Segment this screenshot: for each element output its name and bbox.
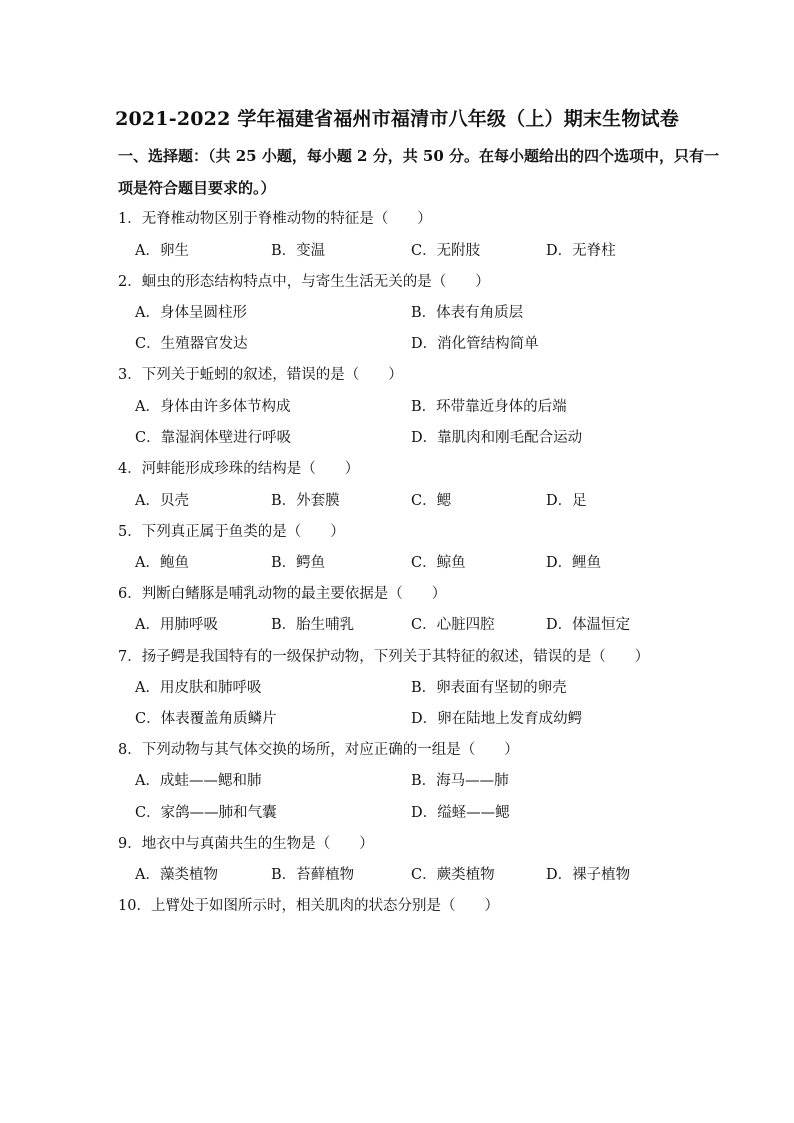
question-6-option-d: D．体温恒定 bbox=[546, 617, 631, 633]
question-1-option-d: D．无脊柱 bbox=[546, 243, 616, 259]
question-9-option-d: D．裸子植物 bbox=[546, 867, 631, 883]
question-3-option-c: C．靠湿润体壁进行呼吸 bbox=[135, 430, 292, 446]
question-1-option-a: A．卵生 bbox=[135, 243, 189, 259]
question-2-option-b: B．体表有角质层 bbox=[411, 305, 524, 321]
question-6-option-c: C．心脏四腔 bbox=[411, 617, 495, 633]
question-9-option-b: B．苔藓植物 bbox=[271, 867, 355, 883]
exam-title: 2021-2022 学年福建省福州市福清市八年级（上）期末生物试卷 bbox=[115, 108, 679, 130]
question-2-option-a: A．身体呈圆柱形 bbox=[135, 305, 247, 321]
question-2-option-c: C．生殖器官发达 bbox=[135, 336, 248, 352]
question-6-stem: 6．判断白鳍豚是哺乳动物的最主要依据是（ ） bbox=[118, 586, 447, 602]
question-6-option-b: B．胎生哺乳 bbox=[271, 617, 355, 633]
question-6-option-a: A．用肺呼吸 bbox=[135, 617, 218, 633]
question-8-option-c: C．家鸽——肺和气囊 bbox=[135, 805, 277, 821]
question-3-option-a: A．身体由许多体节构成 bbox=[135, 399, 291, 415]
question-5-option-a: A．鲍鱼 bbox=[135, 555, 189, 571]
question-9-option-a: A．藻类植物 bbox=[135, 867, 218, 883]
question-4-stem: 4．河蚌能形成珍珠的结构是（ ） bbox=[118, 461, 360, 477]
question-3-stem: 3．下列关于蚯蚓的叙述，错误的是（ ） bbox=[118, 367, 403, 383]
question-5-option-b: B．鳄鱼 bbox=[271, 555, 326, 571]
question-10-stem: 10．上臂处于如图所示时，相关肌肉的状态分别是（ ） bbox=[118, 898, 499, 914]
question-2-option-d: D．消化管结构简单 bbox=[411, 336, 539, 352]
question-4-option-d: D．足 bbox=[546, 493, 587, 509]
question-7-option-b: B．卵表面有坚韧的卵壳 bbox=[411, 680, 567, 696]
section-instructions-line1: 一、选择题：（共 25 小题，每小题 2 分，共 50 分。在每小题给出的四个选项中，只有一 bbox=[118, 147, 720, 165]
question-7-option-d: D．卵在陆地上发育成幼鳄 bbox=[411, 711, 583, 727]
question-1-option-c: C．无附肢 bbox=[411, 243, 481, 259]
question-1-option-b: B．变温 bbox=[271, 243, 326, 259]
question-9-stem: 9．地衣中与真菌共生的生物是（ ） bbox=[118, 836, 374, 852]
question-4-option-a: A．贝壳 bbox=[135, 493, 189, 509]
question-5-option-d: D．鲤鱼 bbox=[546, 555, 602, 571]
question-7-option-c: C．体表覆盖角质鳞片 bbox=[135, 711, 277, 727]
question-4-option-c: C．鳃 bbox=[411, 493, 452, 509]
question-3-option-d: D．靠肌肉和刚毛配合运动 bbox=[411, 430, 583, 446]
question-7-option-a: A．用皮肤和肺呼吸 bbox=[135, 680, 262, 696]
question-9-option-c: C．蕨类植物 bbox=[411, 867, 495, 883]
question-3-option-b: B．环带靠近身体的后端 bbox=[411, 399, 567, 415]
question-5-stem: 5．下列真正属于鱼类的是（ ） bbox=[118, 524, 345, 540]
question-8-option-a: A．成蛙——鳃和肺 bbox=[135, 773, 262, 789]
question-8-option-d: D．缢蛏——鳃 bbox=[411, 805, 510, 821]
question-2-stem: 2．蛔虫的形态结构特点中，与寄生生活无关的是（ ） bbox=[118, 274, 490, 290]
question-4-option-b: B．外套膜 bbox=[271, 493, 340, 509]
question-8-stem: 8．下列动物与其气体交换的场所，对应正确的一组是（ ） bbox=[118, 742, 519, 758]
question-8-option-b: B．海马——肺 bbox=[411, 773, 509, 789]
question-5-option-c: C．鲸鱼 bbox=[411, 555, 466, 571]
section-instructions-line2: 项是符合题目要求的。） bbox=[118, 179, 276, 197]
question-1-stem: 1．无脊椎动物区别于脊椎动物的特征是（ ） bbox=[118, 211, 432, 227]
question-7-stem: 7．扬子鳄是我国特有的一级保护动物，下列关于其特征的叙述，错误的是（ ） bbox=[118, 649, 650, 665]
